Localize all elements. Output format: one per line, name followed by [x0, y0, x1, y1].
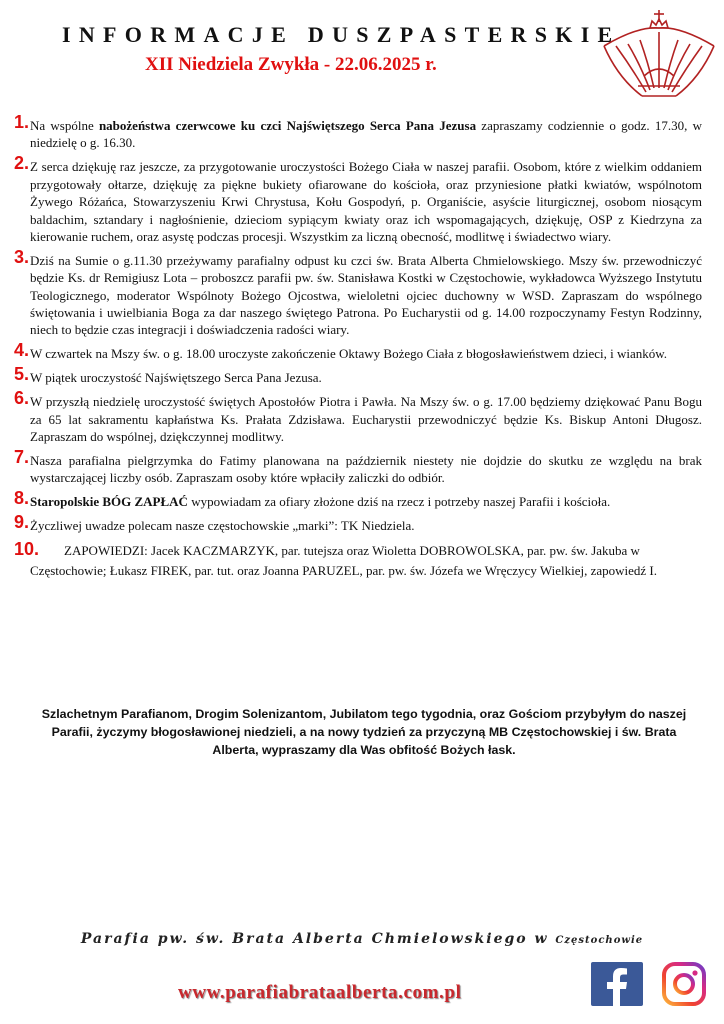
instagram-icon[interactable] — [658, 962, 710, 1006]
item-text: Życzliwej uwadze polecam nasze częstochowskie „marki”: TK Niedziela. — [30, 518, 415, 534]
item-text: ZAPOWIEDZI: Jacek KACZMARZYK, par. tutejsza oraz Wioletta DOBROWOLSKA, par. pw. św. Jakuba w Częstochowie; Łukasz FIREK, par. tut. oraz Joanna PARUZEL, par. pw. św. Józefa we Wręczycy Wielkiej, zapowiedź I. — [30, 543, 657, 579]
item-text-part: zapraszamy codziennie o godz. 17.30, w niedzielę o g. 16.30. — [30, 118, 702, 151]
church-logo-icon — [598, 6, 720, 100]
item-number: 5. — [14, 364, 30, 385]
page-title: INFORMACJE DUSZPASTERSKIE — [62, 22, 621, 47]
item-text: W czwartek na Mszy św. o g. 18.00 uroczyste zakończenie Oktawy Bożego Ciała z błogosławieństwem dzieci, i wianków. — [30, 346, 668, 362]
list-item — [14, 512, 702, 534]
item-text: W przyszłą niedzielę uroczystość świętych Apostołów Piotra i Pawła. Na Mszy św. o g. 17.00 będziemy dziękować Panu Bogu za 65 lat sakramentu kapłaństwa Ks. Prałata Zdzisława. Eucharystii przewodniczyć będzie Ks. Biskup Antoni Długosz. Zapraszam do wspólnej, dziękczynnej modlitwy. — [30, 394, 702, 444]
item-text — [30, 494, 610, 509]
list-item — [14, 246, 702, 339]
parish-city: Częstochowie — [555, 935, 644, 946]
list-item — [14, 340, 702, 362]
list-item — [14, 541, 702, 581]
list-item — [14, 446, 702, 487]
item-number: 3. — [14, 246, 30, 267]
item-text: Z serca dziękuję raz jeszcze, za przygotowanie uroczystości Bożego Ciała w naszej parafii. Osobom, które z wielkim oddaniem przygotowały ołtarze, dziękuję za piękne bukiety ofiarowane do kościoła, oraz przyniesione płatki kwiatów, wspólnotom Żywego Różańca, Stowarzyszeniu Krwi Chrystusa, Kołu Gospodyń, p. Organiście, asyście liturgicznej, osobom niosącym baldachim, sztandary i nagłośnienie, dzieciom sypiącym kwiaty oraz ich wspomagających, dziękuję, OSP z Kiedrzyna za kierowanie ruchem, oraz asystę podczas procesji. Wszystkim za liczną obecność, modlitwę i świadectwo wiary. — [30, 159, 702, 244]
list-item — [14, 153, 702, 245]
item-number: 2. — [14, 153, 30, 174]
website-link[interactable]: www.parafiabrataalberta.com.pl — [178, 982, 462, 1003]
header — [0, 0, 724, 100]
item-text: Dziś na Sumie o g.11.30 przeżywamy parafialny odpust ku czci św. Brata Alberta Chmielowskiego. Mszy św. przewodniczyć będzie Ks. dr Remigiusz Lota – proboszcz parafii pw. św. Stanisława Kostki w Częstochowie, wykładowca Wyższego Instytutu Teologicznego, moderator Wspólnoty Bożego Ojcostwa, wieloletni ojciec duchowny w WSD. Zapraszam do wspólnego świętowania i uwielbiania Boga za dar naszego świętego Patrona. Po Eucharystii od g. 14.00 rozpoczynamy Festyn Rodzinny, niech to będzie czas integracji i doświadczenia radości wiary. — [30, 252, 702, 338]
item-text-part: Na wspólne — [30, 118, 99, 133]
item-number: 10. — [14, 539, 40, 560]
list-item — [14, 112, 702, 152]
announcements-list — [14, 112, 702, 588]
item-text: Nasza parafialna pielgrzymka do Fatimy planowana na październik niestety nie dojdzie do skutku ze względu na brak wystarczającej liczby osób. Zapraszam osoby które wpłaciły zaliczki do odbiór. — [30, 452, 702, 486]
item-number: 9. — [14, 512, 30, 533]
list-item — [14, 488, 702, 510]
item-text-part: wypowiadam za ofiary złożone dziś na rzecz i potrzeby naszej Parafii i kościoła. — [187, 494, 611, 510]
item-number: 8. — [14, 488, 30, 509]
item-number: 1. — [14, 112, 30, 132]
item-text — [30, 118, 702, 150]
item-number: 4. — [14, 340, 30, 361]
item-text-bold: nabożeństwa czerwcowe ku czci Najświętszego Serca Pana Jezusa — [98, 118, 477, 133]
parish-name-text: Parafia pw. św. Brata Alberta Chmielowskiego w — [80, 931, 556, 947]
item-number: 7. — [14, 446, 30, 467]
item-text: W piątek uroczystość Najświętszego Serca Pana Jezusa. — [30, 370, 322, 386]
page-subtitle: XII Niedziela Zwykła - 22.06.2025 r. — [145, 54, 437, 75]
item-number: 6. — [14, 388, 30, 409]
parish-name — [0, 931, 724, 947]
list-item — [14, 364, 702, 386]
item-text-bold: Staropolskie BÓG ZAPŁAĆ — [30, 494, 188, 510]
facebook-icon[interactable] — [591, 962, 643, 1006]
closing-wishes: Szlachetnym Parafianom, Drogim Solenizantom, Jubilatom tego tygodnia, oraz Gościom przybyłym do naszej Parafii, życzymy błogosławionej niedzieli, a na nowy tydzień za przyczyną MB Częstochowskiej i św. Brata Alberta, wypraszamy dla Was obfitość Bożych łask. — [41, 707, 687, 757]
list-item — [14, 388, 702, 445]
